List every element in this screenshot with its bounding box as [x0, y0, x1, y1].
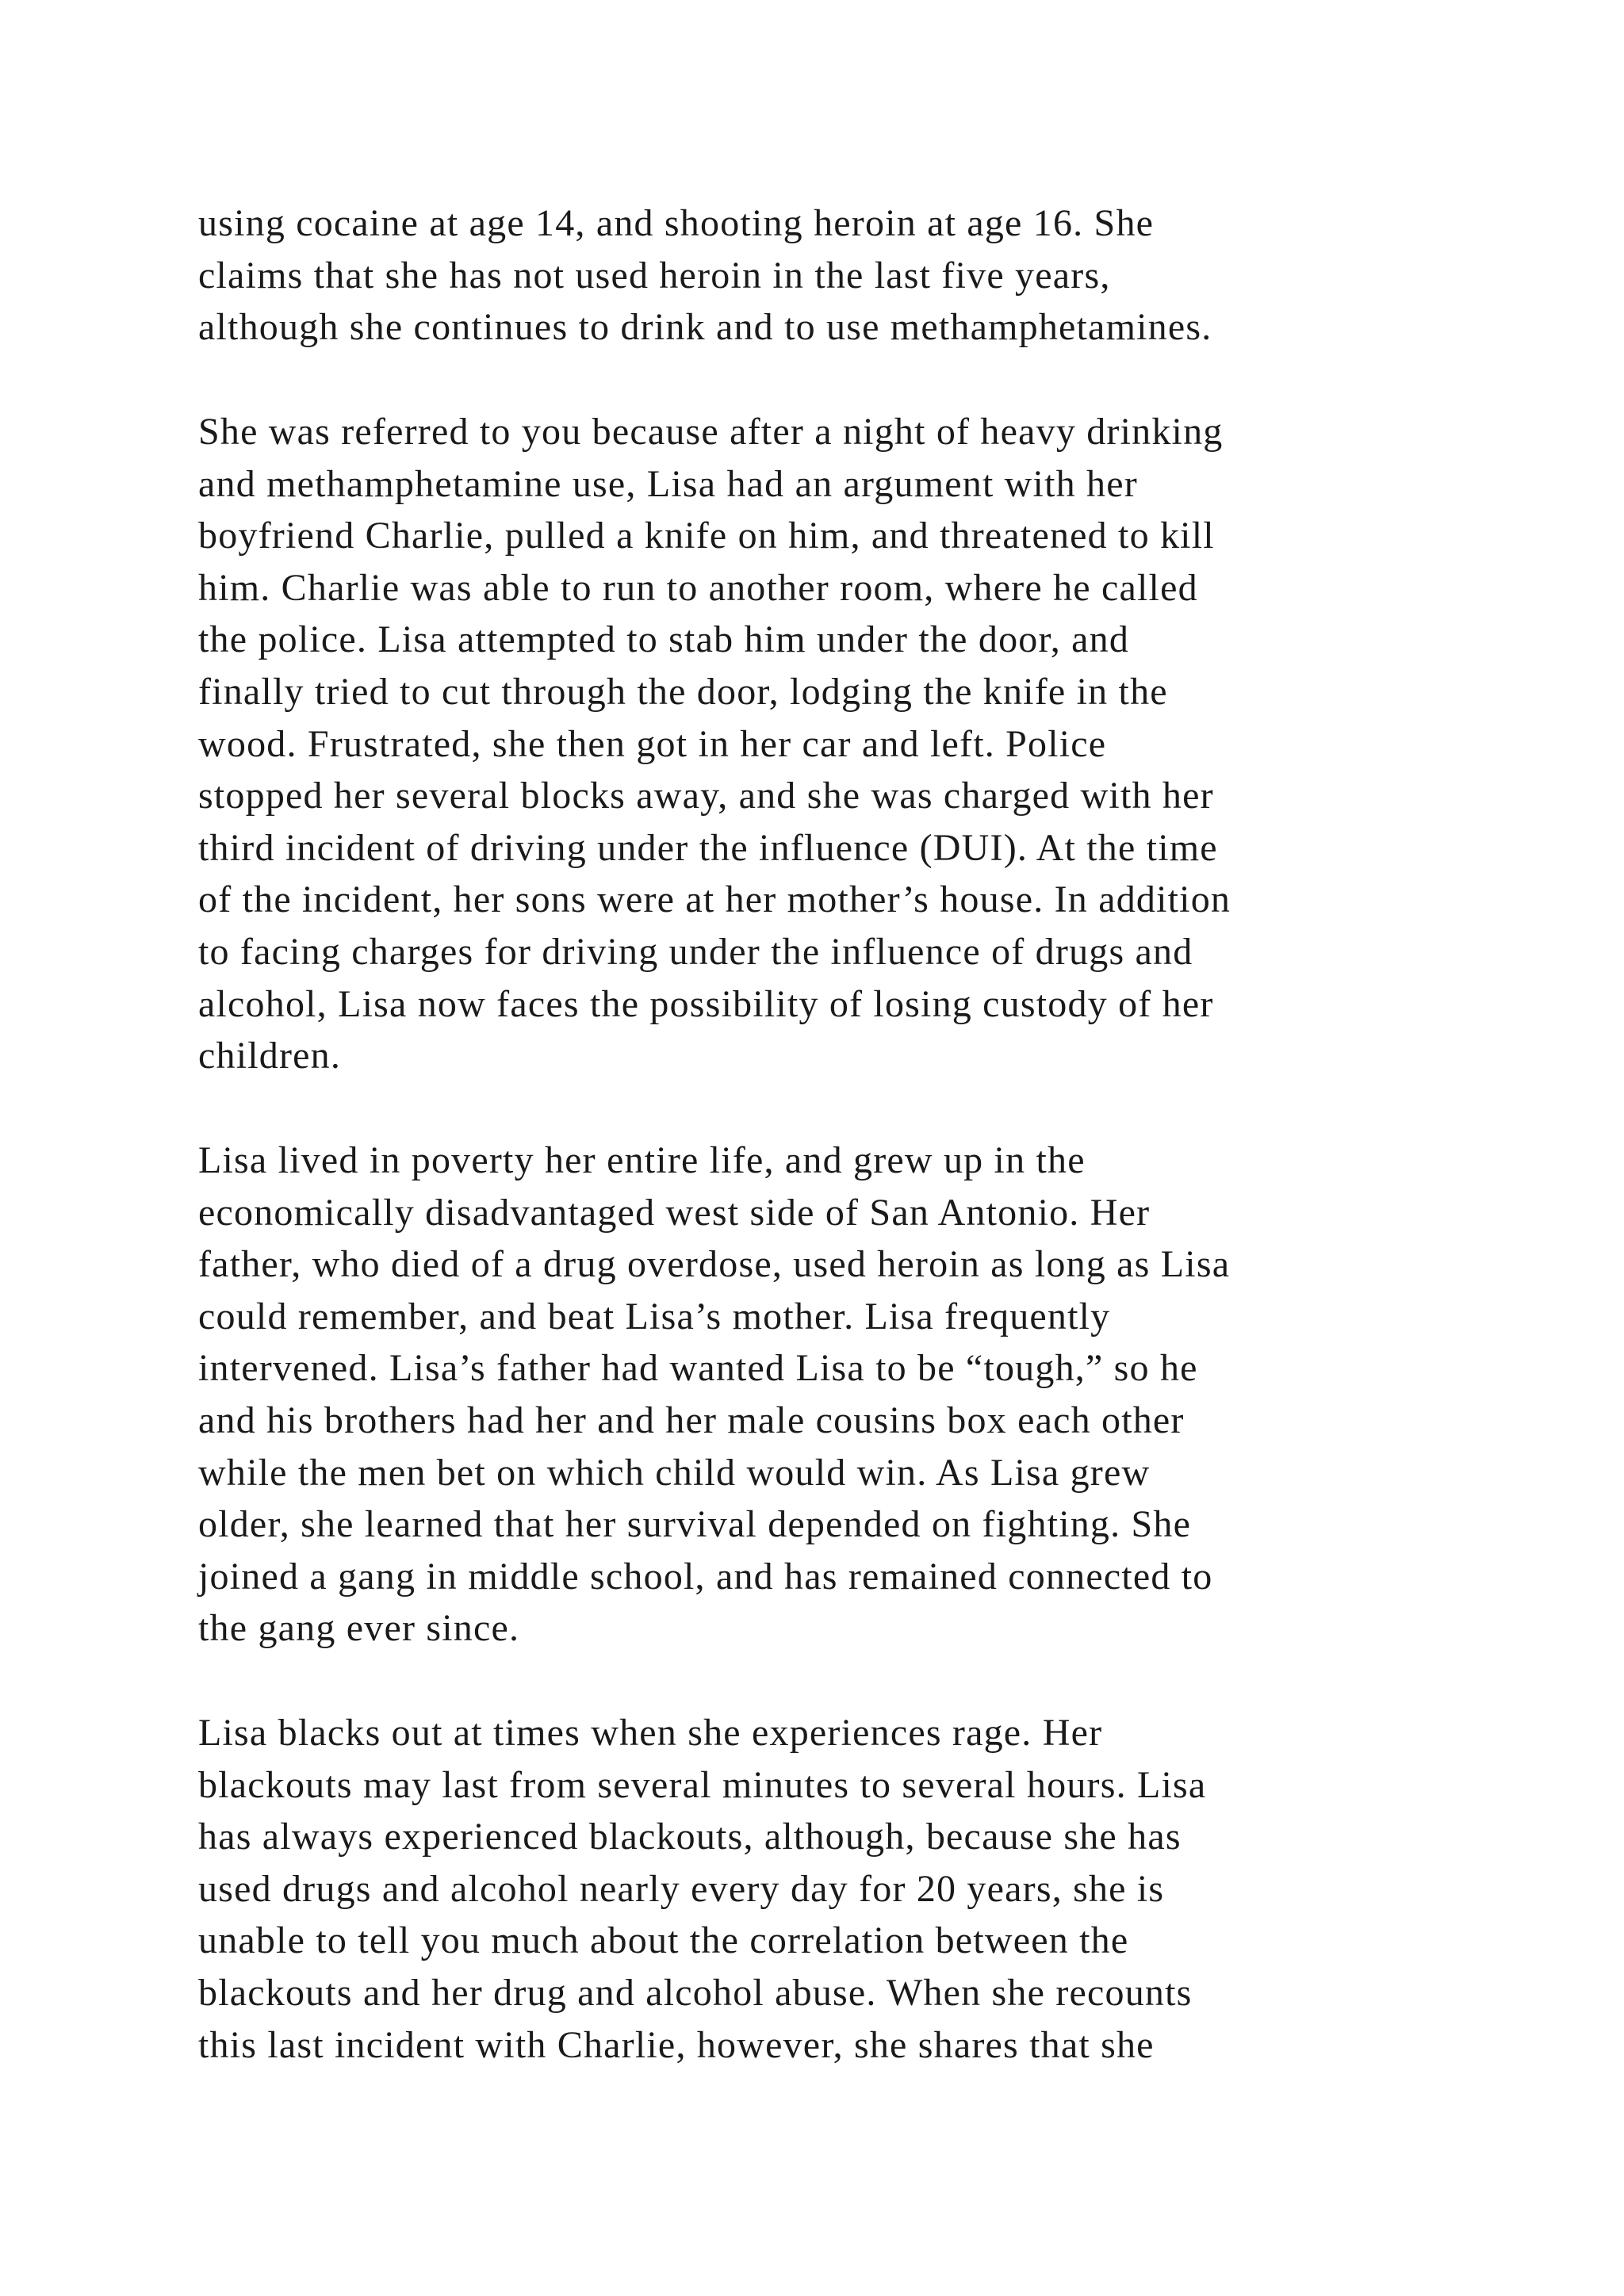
- text-line: blackouts may last from several minutes to several hours. Lisa: [198, 1763, 1207, 1806]
- text-line: boyfriend Charlie, pulled a knife on him, and threatened to kill: [198, 515, 1215, 557]
- text-line: wood. Frustrated, she then got in her car and left. Police: [198, 722, 1107, 765]
- text-line: while the men bet on which child would win. As Lisa grew: [198, 1451, 1151, 1494]
- text-line: children.: [198, 1035, 342, 1077]
- text-line: finally tried to cut through the door, lodging the knife in the: [198, 670, 1168, 713]
- text-line: to facing charges for driving under the influence of drugs and: [198, 930, 1193, 973]
- paragraph-3: [198, 1135, 1451, 1655]
- paragraph-1: [198, 197, 1451, 354]
- paragraph-2: [198, 406, 1451, 1082]
- text-line: Lisa lived in poverty her entire life, and grew up in the: [198, 1139, 1086, 1181]
- text-line: intervened. Lisa’s father had wanted Lisa to be “tough,” so he: [198, 1347, 1198, 1390]
- text-line: has always experienced blackouts, although, because she has: [198, 1816, 1182, 1858]
- text-line: father, who died of a drug overdose, used heroin as long as Lisa: [198, 1243, 1231, 1286]
- text-line: and methamphetamine use, Lisa had an argument with her: [198, 462, 1138, 505]
- text-line: third incident of driving under the influence (DUI). At the time: [198, 826, 1218, 869]
- text-line: using cocaine at age 14, and shooting heroin at age 16. She: [198, 202, 1155, 244]
- text-line: this last incident with Charlie, however, she shares that she: [198, 2023, 1155, 2066]
- text-line: used drugs and alcohol nearly every day for 20 years, she is: [198, 1867, 1165, 1910]
- text-line: unable to tell you much about the correlation between the: [198, 1919, 1129, 1962]
- text-line: him. Charlie was able to run to another room, where he called: [198, 566, 1198, 609]
- text-line: of the incident, her sons were at her mother’s house. In addition: [198, 878, 1231, 921]
- text-line: could remember, and beat Lisa’s mother. Lisa frequently: [198, 1295, 1111, 1337]
- text-line: stopped her several blocks away, and she was charged with her: [198, 775, 1214, 817]
- text-line: blackouts and her drug and alcohol abuse. When she recounts: [198, 1971, 1193, 2014]
- text-line: the police. Lisa attempted to stab him under the door, and: [198, 618, 1130, 661]
- text-line: alcohol, Lisa now faces the possibility of losing custody of her: [198, 982, 1214, 1025]
- text-line: Lisa blacks out at times when she experiences rage. Her: [198, 1712, 1103, 1754]
- text-line: older, she learned that her survival depended on fighting. She: [198, 1503, 1192, 1546]
- text-line: and his brothers had her and her male cousins box each other: [198, 1399, 1185, 1441]
- text-line: economically disadvantaged west side of San Antonio. Her: [198, 1191, 1151, 1234]
- text-line: She was referred to you because after a night of heavy drinking: [198, 411, 1224, 453]
- text-line: although she continues to drink and to use methamphetamines.: [198, 306, 1212, 349]
- text-line: the gang ever since.: [198, 1607, 520, 1650]
- text-line: joined a gang in middle school, and has remained connected to: [198, 1555, 1213, 1598]
- text-line: claims that she has not used heroin in the last five years,: [198, 254, 1111, 297]
- paragraph-4: [198, 1707, 1451, 2071]
